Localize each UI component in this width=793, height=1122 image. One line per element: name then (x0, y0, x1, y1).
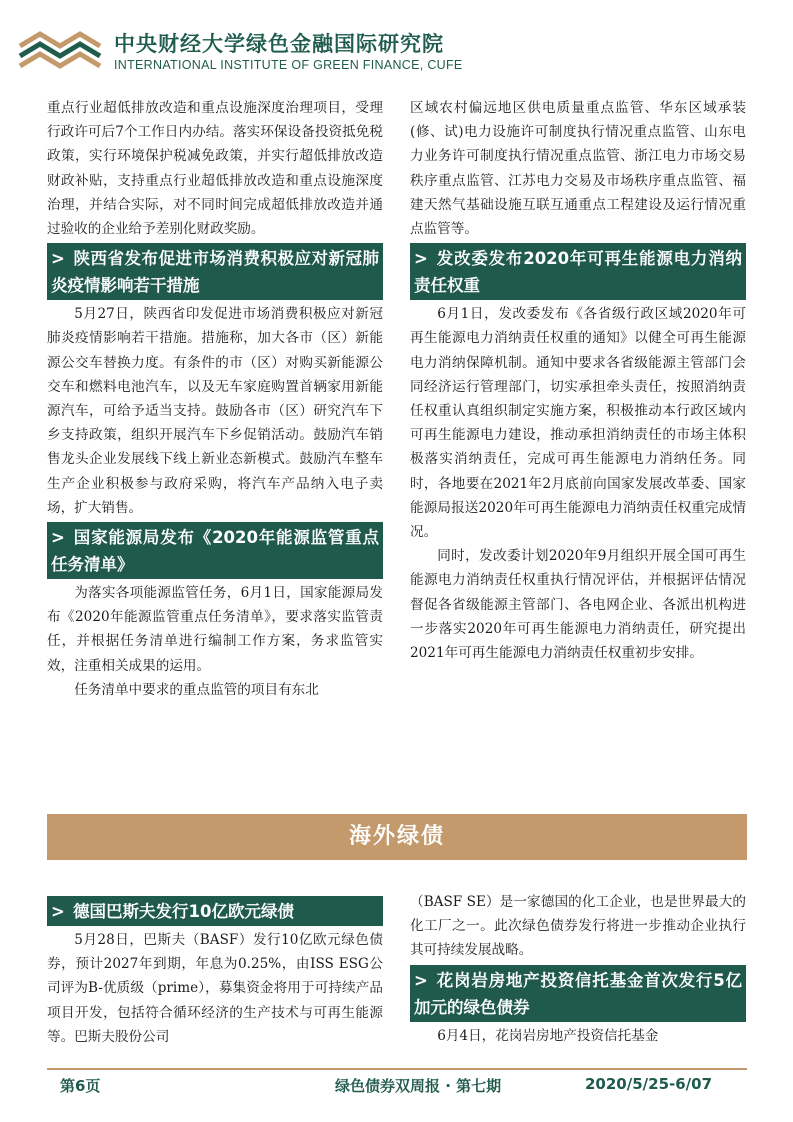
footer-date: 2020/5/25-6/07 (585, 1075, 713, 1093)
section-title: 国家能源局发布《2020年能源监管重点任务清单》 (51, 528, 379, 575)
footer-issue: 绿色债券双周报 · 第七期 (335, 1077, 502, 1095)
overseas-green-bonds-banner: 海外绿债 (47, 814, 747, 860)
section-heading-basf (47, 896, 383, 926)
right-column (410, 96, 746, 665)
institute-logo-icon (18, 26, 104, 72)
section-heading-granite (410, 965, 746, 1022)
paragraph: 5月27日，陕西省印发促进市场消费积极应对新冠肺炎疫情影响若干措施。措施称，加大各市（区）新能源公交车替换力度。有条件的市（区）对购买新能源公交车和燃料电池汽车，以及无车家庭购置首辆家用新能源汽车，可给予适当支持。鼓励各市（区）研究汽车下乡支持政策，组织开展汽车下乡促销活动。鼓励汽车销售龙头企业发展线下线上新业态新模式。鼓励汽车整车生产企业积极参与政府采购，将汽车产品纳入电子卖场，扩大销售。 (47, 306, 383, 516)
left-continued-paragraph: 重点行业超低排放改造和重点设施深度治理项目，受理行政许可后7个工作日内办结。落实环保设备投资抵免税政策，实行环境保护税减免政策，并实行超低排放改造财政补贴，支持重点行业超低排放改造和重点设施深度治理，并结合实际，对不同时间完成超低排放改造并通过验收的企业给予差别化财政奖励。 (47, 100, 383, 238)
paragraph: 5月28日，巴斯夫（BASF）发行10亿欧元绿色债券，预计2027年到期，年息为0.25%，由ISS ESG公司评为B-优质级（prime），募集资金将用于可持续产品项目开发，包括符合循环经济的生产技术与可再生能源等。巴斯夫股份公司 (47, 932, 383, 1045)
left-column (47, 96, 383, 702)
right-continued-paragraph: （BASF SE）是一家德国的化工企业，也是世界最大的化工厂之一。此次绿色债券发行将进一步推动企业执行其可持续发展战略。 (410, 894, 746, 959)
paragraph: 6月1日，发改委发布《各省级行政区域2020年可再生能源电力消纳责任权重的通知》以健全可再生能源电力消纳保障机制。通知中要求各省级能源主管部门会同经济运行管理部门，切实承担牵头责任，按照消纳责任权重认真组织制定实施方案，积极推动本行政区域内可再生能源电力建设，推动承担消纳责任的市场主体积极落实消纳责任，完成可再生能源电力消纳任务。同时，各地要在2021年2月底前向国家发展改革委、国家能源局报送2020年可再生能源电力消纳责任权重完成情况。 (410, 306, 746, 541)
section-heading-nea (47, 522, 383, 579)
section-title: 陕西省发布促进市场消费积极应对新冠肺炎疫情影响若干措施 (51, 249, 379, 296)
bottom-left-column (47, 894, 383, 1049)
right-continued-paragraph: 区域农村偏远地区供电质量重点监管、华东区域承装(修、试)电力设施许可制度执行情况重点监管、山东电力业务许可制度执行情况重点监管、浙江电力市场交易秩序重点监管、江苏电力交易及市场秩序重点监管、福建天然气基础设施互联互通重点工程建设及运行情况重点监管等。 (410, 100, 746, 238)
org-name-cn: 中央财经大学绿色金融国际研究院 (114, 32, 444, 56)
paragraph: 任务清单中要求的重点监管的项目有东北 (74, 681, 319, 698)
org-name-en: INTERNATIONAL INSTITUTE OF GREEN FINANCE, CUFE (114, 58, 463, 72)
paragraph: 为落实各项能源监管任务，6月1日，国家能源局发布《2020年能源监管重点任务清单》，要求落实监管责任，并根据任务清单进行编制工作方案，务求监管实效，注重相关成果的运用。 (47, 585, 383, 674)
page-header (18, 26, 778, 76)
chevron-right-icon: > (51, 528, 65, 548)
footer-divider (47, 1068, 747, 1070)
chevron-right-icon: > (51, 902, 65, 921)
footer-page-number: 第6页 (60, 1077, 101, 1095)
chevron-right-icon: > (51, 249, 65, 269)
section-title: 德国巴斯夫发行10亿欧元绿债 (73, 902, 294, 921)
section-heading-shaanxi (47, 243, 383, 300)
section-title: 发改委发布2020年可再生能源电力消纳责任权重 (414, 249, 742, 296)
paragraph: 同时，发改委计划2020年9月组织开展全国可再生能源电力消纳责任权重执行情况评估，并根据评估情况督促各省级能源主管部门、各电网企业、各派出机构进一步落实2020年可再生能源电力消纳责任，研究提出2021年可再生能源电力消纳责任权重初步安排。 (410, 548, 746, 662)
paragraph: 6月4日，花岗岩房地产投资信托基金 (437, 1027, 659, 1044)
section-heading-ndrc (410, 243, 746, 300)
bottom-right-column (410, 890, 746, 1048)
section-title: 花岗岩房地产投资信托基金首次发行5亿加元的绿色债券 (414, 970, 742, 1017)
chevron-right-icon: > (414, 970, 428, 990)
chevron-right-icon: > (414, 249, 428, 269)
